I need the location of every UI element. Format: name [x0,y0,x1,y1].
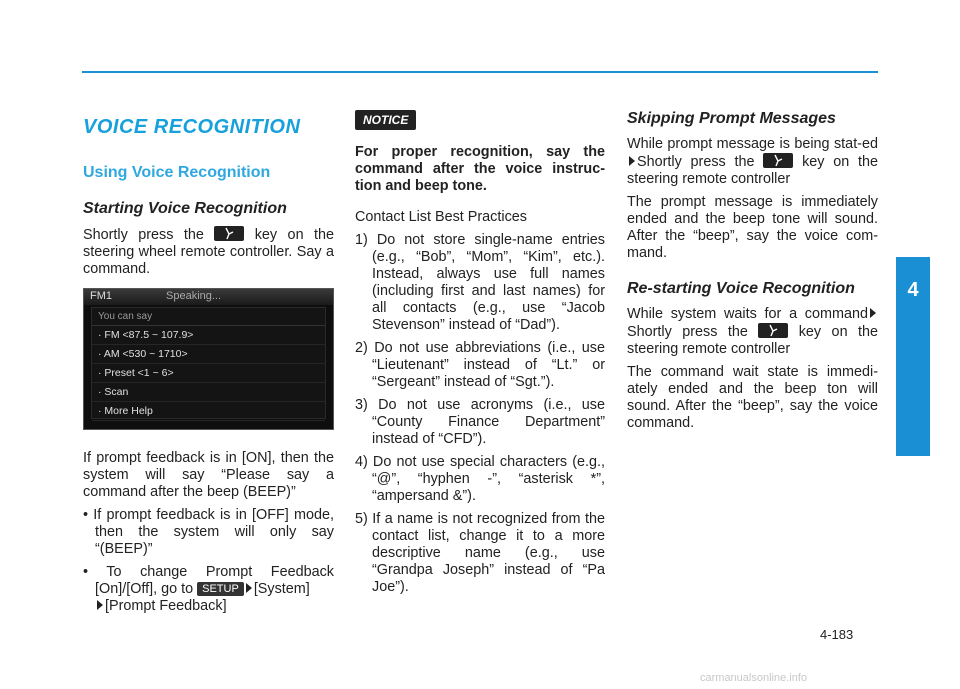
section-title: VOICE RECOGNITION [83,116,301,138]
screen-prompt: You can say [92,308,325,326]
paragraph-skip-2: The prompt message is immediately ended and the beep tone will sound. After the “beep”, say the voice com-mand. [627,194,878,261]
paragraph-skip-1: While prompt message is being stat-edShortly press the key on the steering remote controller [627,136,879,187]
arrow-right-icon [246,583,252,593]
chapter-label: Multimedia System [905,340,919,442]
heading-restarting: Re-starting Voice Recognition [627,280,855,297]
list-item: 5) If a name is not recognized from the contact list, change it to a more descriptive name (e.g., use “Grandpa Joseph” instead of “Pa Joe”). [355,511,605,595]
list-title: Contact List Best Practices [355,209,527,225]
setup-key: SETUP [197,582,244,596]
list-item: 2) Do not use abbreviations (i.e., use “Lieutenant” instead of “Lt.” or “Sergeant” instead of “Sgt.”). [355,340,605,390]
watermark: carmanualsonline.info [700,672,808,684]
paragraph-restart-1: While system waits for a command Shortly press the key on the steering remote controller [627,306,879,357]
notice-text: For proper recognition, say the command after the voice instruc-tion and beep tone. [355,144,605,194]
screen-band: FM1 [90,290,112,302]
list-item: 1) Do not store single-name entries (e.g., “Bob”, “Mom”, “Kim”, etc.). Instead, always use full names (including first and last names) for all contacts (e.g., use “Jacob Stevenson” instead of “Dad”). [355,232,605,333]
screen-status: Speaking... [166,290,222,302]
chapter-number: 4 [907,279,919,301]
voice-screen-image [83,288,334,430]
voice-key-icon [214,226,244,241]
paragraph-restart-2: The command wait state is immedi-ately ended and the beep ton will sound. After the “beep”, say the voice command. [627,364,878,431]
arrow-right-icon [97,600,103,610]
voice-key-icon [763,153,793,168]
voice-key-icon [758,323,788,338]
paragraph-feedback: If prompt feedback is in [ON], then the system will say “Please say a command after the beep (BEEP)” [83,450,334,500]
screen-option: · Scan [92,383,325,402]
screen-option: · AM <530 ~ 1710> [92,345,325,364]
header-rule [82,71,878,73]
paragraph-start: Shortly press the key on the steering wheel remote controller. Say a command. [83,227,335,277]
arrow-right-icon [629,156,635,166]
practice-list [355,232,605,596]
column-2 [355,110,605,602]
column-3 [627,110,878,438]
list-item: 4) Do not use special characters (e.g., “@”, “hyphen -”, “asterisk *”, “ampersand &”). [355,454,605,504]
screen-option: · More Help [92,402,325,421]
screen-option: · FM <87.5 ~ 107.9> [92,326,325,345]
column-1 [83,110,334,621]
heading-skipping: Skipping Prompt Messages [627,110,836,127]
bullet-item: • To change Prompt Feedback [On]/[Off], go to SETUP [System] [Prompt Feedback] [83,564,334,614]
bullet-list [83,507,334,615]
arrow-right-icon [870,308,876,318]
bullet-item: • If prompt feedback is in [OFF] mode, then the system will only say “(BEEP)” [83,507,334,557]
page-number: 4-183 [820,627,854,642]
screen-options [91,307,326,419]
heading-starting: Starting Voice Recognition [83,200,287,217]
subsection-title: Using Voice Recognition [83,164,271,181]
list-item: 3) Do not use acronyms (i.e., use “County Finance Department” instead of “CFD”). [355,397,605,447]
screen-option: · Preset <1 ~ 6> [92,364,325,383]
notice-badge: NOTICE [355,110,416,130]
